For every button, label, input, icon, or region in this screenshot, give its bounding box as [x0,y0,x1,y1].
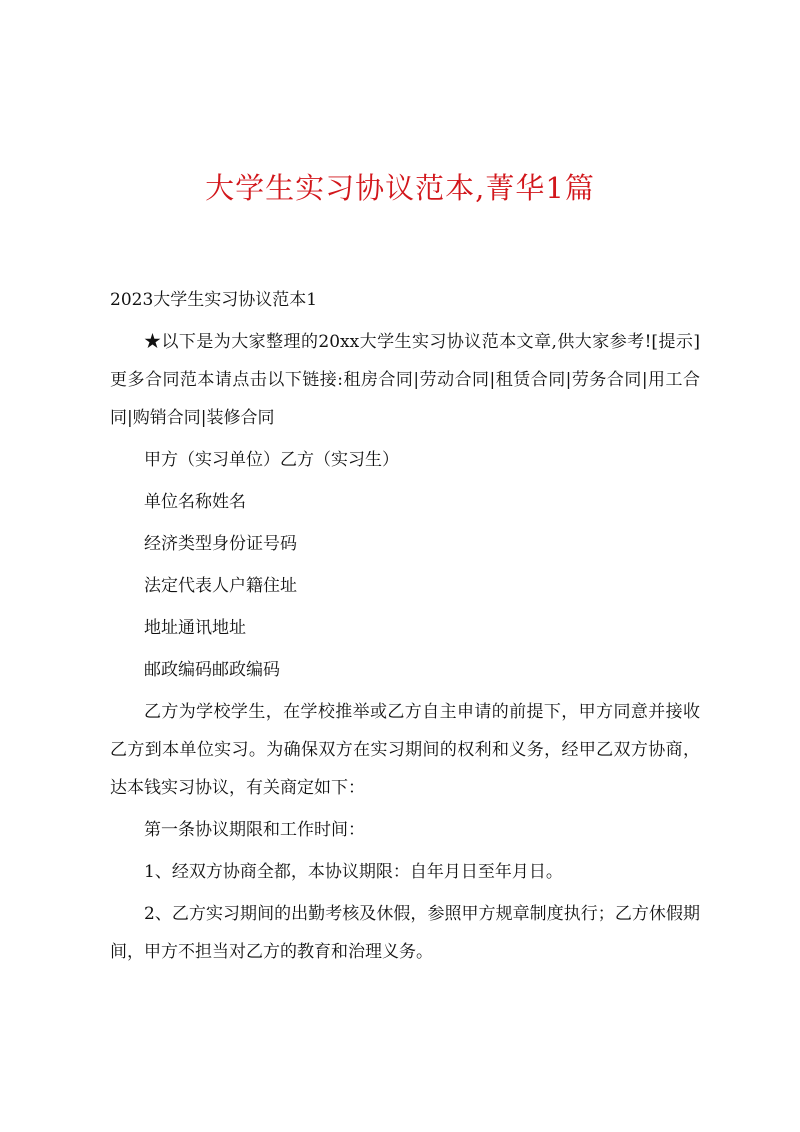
paragraph-parties: 甲方（实习单位）乙方（实习生） [144,450,399,470]
paragraph-economic-type: 经济类型身份证号码 [144,534,297,554]
document-title: 大学生实习协议范本,菁华1篇 [205,171,595,205]
paragraph-clause-2: 2、乙方实习期间的出勤考核及休假，参照甲方规章制度执行；乙方休假期间，甲方不担当对乙方的教育和治理义务。 [110,904,700,962]
paragraph-article-1: 第一条协议期限和工作时间： [144,820,365,840]
paragraph-unit-name: 单位名称姓名 [144,492,246,512]
paragraph-address: 地址通讯地址 [144,618,246,638]
paragraph-intro: ★以下是为大家整理的20xx大学生实习协议范本文章,供大家参考![提示]更多合同范本请点击以下链接:租房合同|劳动合同|租赁合同|劳务合同|用工合同|购销合同|装修合同 [110,332,700,428]
paragraph-preamble: 乙方为学校学生，在学校推举或乙方自主申请的前提下，甲方同意并接收乙方到本单位实习。为确保双方在实习期间的权利和义务，经甲乙双方协商，达本钱实习协议，有关商定如下： [110,702,700,798]
paragraph-legal-rep: 法定代表人户籍住址 [144,576,297,596]
document-body [110,323,700,971]
paragraph-clause-1: 1、经双方协商全都，本协议期限：自年月日至年月日。 [144,862,563,882]
document-subtitle: 2023大学生实习协议范本1 [110,290,318,310]
paragraph-postcode: 邮政编码邮政编码 [144,660,280,680]
